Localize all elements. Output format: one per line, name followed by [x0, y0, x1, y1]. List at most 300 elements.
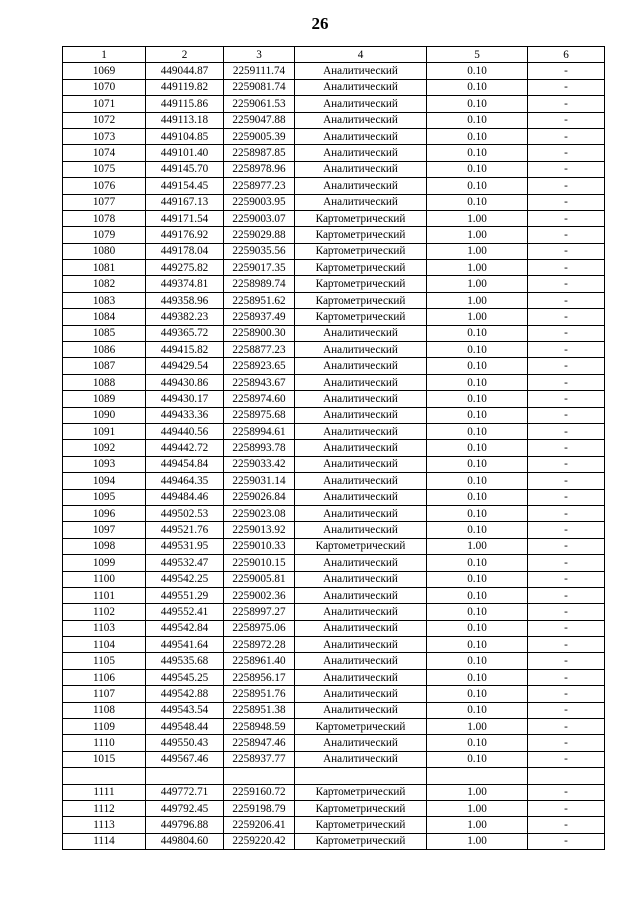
table-cell: 2258977.23 — [224, 178, 295, 194]
table-cell: Картометрический — [295, 309, 427, 325]
table-cell: Аналитический — [295, 653, 427, 669]
table-cell: 449358.96 — [146, 292, 224, 308]
table-cell: 1103 — [63, 620, 146, 636]
table-cell: 0.10 — [427, 505, 528, 521]
table-cell: Аналитический — [295, 751, 427, 767]
table-cell: - — [528, 391, 605, 407]
column-header: 3 — [224, 47, 295, 63]
table-cell: - — [528, 669, 605, 685]
table-cell: - — [528, 637, 605, 653]
table-cell: 1084 — [63, 309, 146, 325]
table-cell: 2258948.59 — [224, 719, 295, 735]
table-cell: 0.10 — [427, 473, 528, 489]
column-header: 1 — [63, 47, 146, 63]
table-cell: - — [528, 571, 605, 587]
table-cell: 2259081.74 — [224, 79, 295, 95]
table-cell: 449442.72 — [146, 440, 224, 456]
table-cell: Картометрический — [295, 817, 427, 833]
table-cell: 0.10 — [427, 440, 528, 456]
table-cell: 449542.88 — [146, 686, 224, 702]
table-cell: - — [528, 473, 605, 489]
table-cell: 449484.46 — [146, 489, 224, 505]
table-cell: 2259031.14 — [224, 473, 295, 489]
table-cell: 1.00 — [427, 719, 528, 735]
table-cell: 2259111.74 — [224, 63, 295, 79]
table-row — [63, 178, 605, 194]
table-cell: - — [528, 555, 605, 571]
table-cell: 449415.82 — [146, 342, 224, 358]
table-cell: 449531.95 — [146, 538, 224, 554]
table-cell: 2258877.23 — [224, 342, 295, 358]
table-cell: - — [528, 292, 605, 308]
table-cell: - — [528, 243, 605, 259]
table-cell: 1015 — [63, 751, 146, 767]
table-row — [63, 751, 605, 767]
table-cell: 1.00 — [427, 309, 528, 325]
table-cell: 0.10 — [427, 735, 528, 751]
table-row — [63, 407, 605, 423]
table-cell: - — [528, 96, 605, 112]
table-cell: 1086 — [63, 342, 146, 358]
table-cell: 2259220.42 — [224, 833, 295, 849]
table-cell: 2259003.07 — [224, 210, 295, 226]
table-row — [63, 276, 605, 292]
table-cell: 449275.82 — [146, 260, 224, 276]
table-cell: 2258972.28 — [224, 637, 295, 653]
table-cell: Картометрический — [295, 833, 427, 849]
table-cell: Аналитический — [295, 473, 427, 489]
table-cell: 2258994.61 — [224, 423, 295, 439]
table-row — [63, 309, 605, 325]
table-cell: 0.10 — [427, 63, 528, 79]
table-row — [63, 391, 605, 407]
table-cell: 449567.46 — [146, 751, 224, 767]
table-cell: 1113 — [63, 817, 146, 833]
table-row — [63, 571, 605, 587]
table-cell: 0.10 — [427, 194, 528, 210]
table-cell: 449550.43 — [146, 735, 224, 751]
table-cell: 0.10 — [427, 79, 528, 95]
table-cell: - — [528, 112, 605, 128]
table-cell — [427, 768, 528, 784]
table-row — [63, 325, 605, 341]
table-cell: 1109 — [63, 719, 146, 735]
table-cell: Аналитический — [295, 391, 427, 407]
table-cell: Аналитический — [295, 96, 427, 112]
column-header: 5 — [427, 47, 528, 63]
table-cell: 2258937.49 — [224, 309, 295, 325]
table-cell: Аналитический — [295, 161, 427, 177]
table-cell — [295, 768, 427, 784]
table-row — [63, 505, 605, 521]
table-cell: 1.00 — [427, 833, 528, 849]
table-row — [63, 784, 605, 800]
table-cell: 1085 — [63, 325, 146, 341]
table-row — [63, 538, 605, 554]
table-cell: - — [528, 620, 605, 636]
table-cell: - — [528, 128, 605, 144]
table-cell: 0.10 — [427, 325, 528, 341]
table-cell: 449545.25 — [146, 669, 224, 685]
table-cell: - — [528, 407, 605, 423]
table-cell: - — [528, 440, 605, 456]
column-header: 6 — [528, 47, 605, 63]
table-cell: 0.10 — [427, 555, 528, 571]
table-row — [63, 128, 605, 144]
table-cell: 1078 — [63, 210, 146, 226]
table-cell: Картометрический — [295, 784, 427, 800]
table-cell: Картометрический — [295, 800, 427, 816]
table-cell: Аналитический — [295, 686, 427, 702]
table-cell: 1097 — [63, 522, 146, 538]
table-row — [63, 374, 605, 390]
table-cell: 0.10 — [427, 669, 528, 685]
table-cell: 449176.92 — [146, 227, 224, 243]
table-cell: - — [528, 784, 605, 800]
table-cell: 1069 — [63, 63, 146, 79]
table-cell: 2258974.60 — [224, 391, 295, 407]
table-cell: Картометрический — [295, 227, 427, 243]
table-cell: 449542.25 — [146, 571, 224, 587]
table-cell: 1098 — [63, 538, 146, 554]
table-cell: - — [528, 686, 605, 702]
table-cell: 449532.47 — [146, 555, 224, 571]
table-cell: 0.10 — [427, 571, 528, 587]
table-cell: 0.10 — [427, 407, 528, 423]
table-cell: - — [528, 604, 605, 620]
table-cell: 1080 — [63, 243, 146, 259]
table-cell: - — [528, 260, 605, 276]
table-cell: - — [528, 702, 605, 718]
table-cell: Аналитический — [295, 194, 427, 210]
table-cell: 2258947.46 — [224, 735, 295, 751]
table-cell: - — [528, 358, 605, 374]
table-cell: 449044.87 — [146, 63, 224, 79]
table-cell: Аналитический — [295, 702, 427, 718]
table-row — [63, 210, 605, 226]
table-cell: 449178.04 — [146, 243, 224, 259]
table-cell: 449119.82 — [146, 79, 224, 95]
table-cell: 1102 — [63, 604, 146, 620]
table-row — [63, 522, 605, 538]
table-cell: 2259017.35 — [224, 260, 295, 276]
table-row — [63, 243, 605, 259]
table-cell: 1081 — [63, 260, 146, 276]
table-cell: Картометрический — [295, 243, 427, 259]
table-row — [63, 79, 605, 95]
table-row — [63, 555, 605, 571]
table-cell: 1091 — [63, 423, 146, 439]
table-cell: 2258951.76 — [224, 686, 295, 702]
table-cell: 1.00 — [427, 292, 528, 308]
table-row — [63, 473, 605, 489]
table-cell: 1.00 — [427, 243, 528, 259]
table-cell: Аналитический — [295, 505, 427, 521]
table-cell: 2259026.84 — [224, 489, 295, 505]
table-cell — [224, 768, 295, 784]
table-cell: 449113.18 — [146, 112, 224, 128]
table-cell: 2259003.95 — [224, 194, 295, 210]
table-cell: 1096 — [63, 505, 146, 521]
table-cell: 449433.36 — [146, 407, 224, 423]
table-cell: Аналитический — [295, 178, 427, 194]
table-cell: 449772.71 — [146, 784, 224, 800]
table-cell: Аналитический — [295, 669, 427, 685]
table-cell: 2258900.30 — [224, 325, 295, 341]
table-row — [63, 456, 605, 472]
table-cell: 0.10 — [427, 178, 528, 194]
table-row — [63, 423, 605, 439]
table-cell: 449374.81 — [146, 276, 224, 292]
table-cell: Аналитический — [295, 604, 427, 620]
table-cell: 449464.35 — [146, 473, 224, 489]
table-cell: 449796.88 — [146, 817, 224, 833]
table-cell: 0.10 — [427, 374, 528, 390]
table-cell: 449502.53 — [146, 505, 224, 521]
table-cell: 1077 — [63, 194, 146, 210]
table-cell: 449171.54 — [146, 210, 224, 226]
table-cell: 449365.72 — [146, 325, 224, 341]
table-cell: 449551.29 — [146, 587, 224, 603]
table-cell: 1101 — [63, 587, 146, 603]
table-cell: 449145.70 — [146, 161, 224, 177]
table-cell: 449543.54 — [146, 702, 224, 718]
table-cell: 1114 — [63, 833, 146, 849]
table-cell: 449535.68 — [146, 653, 224, 669]
table-cell: Аналитический — [295, 637, 427, 653]
table-cell: 2258997.27 — [224, 604, 295, 620]
table-cell: Аналитический — [295, 112, 427, 128]
table-cell: 449101.40 — [146, 145, 224, 161]
table-cell: 1079 — [63, 227, 146, 243]
table-cell: Картометрический — [295, 719, 427, 735]
table-cell — [528, 768, 605, 784]
table-cell: 1106 — [63, 669, 146, 685]
table-cell: 1095 — [63, 489, 146, 505]
table-cell: 449440.56 — [146, 423, 224, 439]
table-cell: Аналитический — [295, 63, 427, 79]
table-cell: 2258937.77 — [224, 751, 295, 767]
table-header — [63, 47, 605, 63]
table-cell: 0.10 — [427, 342, 528, 358]
table-cell: 0.10 — [427, 587, 528, 603]
column-header: 4 — [295, 47, 427, 63]
table-cell: Аналитический — [295, 342, 427, 358]
table-cell: 2259010.33 — [224, 538, 295, 554]
table-row — [63, 702, 605, 718]
table-row-blank — [63, 768, 605, 784]
table-cell: 2259198.79 — [224, 800, 295, 816]
table-cell: 1.00 — [427, 276, 528, 292]
table-cell: 449430.86 — [146, 374, 224, 390]
table-cell: 449382.23 — [146, 309, 224, 325]
table-cell: 1082 — [63, 276, 146, 292]
table-cell: 2259035.56 — [224, 243, 295, 259]
table-body — [63, 63, 605, 850]
table-cell: 449454.84 — [146, 456, 224, 472]
table-cell: 1111 — [63, 784, 146, 800]
table-cell: 0.10 — [427, 423, 528, 439]
table-row — [63, 260, 605, 276]
table-cell: 1.00 — [427, 210, 528, 226]
table-cell: - — [528, 79, 605, 95]
table-cell: 0.10 — [427, 358, 528, 374]
table-cell: - — [528, 587, 605, 603]
table-cell: 1.00 — [427, 784, 528, 800]
table-cell: - — [528, 456, 605, 472]
table-cell: Аналитический — [295, 440, 427, 456]
table-cell: - — [528, 800, 605, 816]
table-cell: Аналитический — [295, 571, 427, 587]
table-cell: 1073 — [63, 128, 146, 144]
table-cell: 0.10 — [427, 653, 528, 669]
table-cell: 1087 — [63, 358, 146, 374]
table-cell: - — [528, 178, 605, 194]
table-cell: 2258943.67 — [224, 374, 295, 390]
table-cell: Аналитический — [295, 79, 427, 95]
table-cell: Картометрический — [295, 538, 427, 554]
table-cell: 449542.84 — [146, 620, 224, 636]
table-cell: - — [528, 325, 605, 341]
table-row — [63, 194, 605, 210]
table-cell: 1.00 — [427, 817, 528, 833]
table-cell: 0.10 — [427, 112, 528, 128]
table-cell: 1.00 — [427, 800, 528, 816]
table-row — [63, 96, 605, 112]
table-cell: - — [528, 210, 605, 226]
table-cell: 2258993.78 — [224, 440, 295, 456]
table-cell: - — [528, 374, 605, 390]
table-cell: 1070 — [63, 79, 146, 95]
table-row — [63, 833, 605, 849]
table-row — [63, 161, 605, 177]
table-row — [63, 669, 605, 685]
table-cell: - — [528, 342, 605, 358]
table-cell: Аналитический — [295, 325, 427, 341]
table-cell: - — [528, 538, 605, 554]
table-cell: 0.10 — [427, 702, 528, 718]
table-cell: 449792.45 — [146, 800, 224, 816]
table-cell: 1093 — [63, 456, 146, 472]
table-cell: - — [528, 522, 605, 538]
table-cell: Картометрический — [295, 292, 427, 308]
table-row — [63, 604, 605, 620]
table-cell: 0.10 — [427, 604, 528, 620]
table-row — [63, 686, 605, 702]
table-cell: 2258961.40 — [224, 653, 295, 669]
table-cell: 0.10 — [427, 751, 528, 767]
table-cell: 449552.41 — [146, 604, 224, 620]
table-cell: Аналитический — [295, 407, 427, 423]
table-cell: 449548.44 — [146, 719, 224, 735]
table-cell: 2259002.36 — [224, 587, 295, 603]
table-row — [63, 735, 605, 751]
column-header: 2 — [146, 47, 224, 63]
table-cell: - — [528, 735, 605, 751]
table-cell: 2259206.41 — [224, 817, 295, 833]
table-cell: 1.00 — [427, 538, 528, 554]
table-cell: 2258951.38 — [224, 702, 295, 718]
table-cell: 2258951.62 — [224, 292, 295, 308]
table-cell: 2259033.42 — [224, 456, 295, 472]
table-cell: Картометрический — [295, 260, 427, 276]
table-row — [63, 342, 605, 358]
table-cell: Аналитический — [295, 423, 427, 439]
table-cell: 2259047.88 — [224, 112, 295, 128]
table-cell: 1105 — [63, 653, 146, 669]
table-cell: 2258956.17 — [224, 669, 295, 685]
table-row — [63, 292, 605, 308]
table-cell: 1108 — [63, 702, 146, 718]
table-cell: Аналитический — [295, 128, 427, 144]
table-cell: - — [528, 751, 605, 767]
table-cell: 2259061.53 — [224, 96, 295, 112]
table-cell: 0.10 — [427, 620, 528, 636]
table-row — [63, 358, 605, 374]
table-row — [63, 440, 605, 456]
table-cell: - — [528, 719, 605, 735]
table-cell: Картометрический — [295, 276, 427, 292]
table-cell: 2259005.81 — [224, 571, 295, 587]
table-cell: Картометрический — [295, 210, 427, 226]
table-cell: 449115.86 — [146, 96, 224, 112]
table-cell: - — [528, 423, 605, 439]
table-cell: Аналитический — [295, 620, 427, 636]
table-cell: 1092 — [63, 440, 146, 456]
table-cell: 1100 — [63, 571, 146, 587]
table-cell: Аналитический — [295, 587, 427, 603]
table-cell: 1090 — [63, 407, 146, 423]
page-number: 26 — [311, 14, 329, 33]
table-cell: 449521.76 — [146, 522, 224, 538]
table-cell: 2258975.68 — [224, 407, 295, 423]
table-cell: 0.10 — [427, 456, 528, 472]
table-cell: 1.00 — [427, 227, 528, 243]
table-row — [63, 653, 605, 669]
table-cell: Аналитический — [295, 456, 427, 472]
table-cell: 1075 — [63, 161, 146, 177]
table-cell: - — [528, 817, 605, 833]
table-cell: Аналитический — [295, 555, 427, 571]
table-cell: 449167.13 — [146, 194, 224, 210]
table-cell: 449804.60 — [146, 833, 224, 849]
table-row — [63, 63, 605, 79]
table-cell: 1074 — [63, 145, 146, 161]
table-cell: Аналитический — [295, 489, 427, 505]
table-cell: Аналитический — [295, 145, 427, 161]
table-cell: 2259023.08 — [224, 505, 295, 521]
table-row — [63, 145, 605, 161]
table-cell: Аналитический — [295, 358, 427, 374]
table-cell: - — [528, 276, 605, 292]
table-cell: 1072 — [63, 112, 146, 128]
table-cell: 1107 — [63, 686, 146, 702]
table-cell: 1104 — [63, 637, 146, 653]
table-cell: 2259029.88 — [224, 227, 295, 243]
table-cell: 0.10 — [427, 128, 528, 144]
table-cell: 1076 — [63, 178, 146, 194]
table-cell: - — [528, 505, 605, 521]
table-cell: 449430.17 — [146, 391, 224, 407]
table-cell: 1.00 — [427, 260, 528, 276]
table-cell: 2258975.06 — [224, 620, 295, 636]
table-cell: 0.10 — [427, 522, 528, 538]
table-cell: Аналитический — [295, 374, 427, 390]
table-cell: 0.10 — [427, 161, 528, 177]
table-cell: 0.10 — [427, 96, 528, 112]
table-cell: 2258923.65 — [224, 358, 295, 374]
table-row — [63, 489, 605, 505]
